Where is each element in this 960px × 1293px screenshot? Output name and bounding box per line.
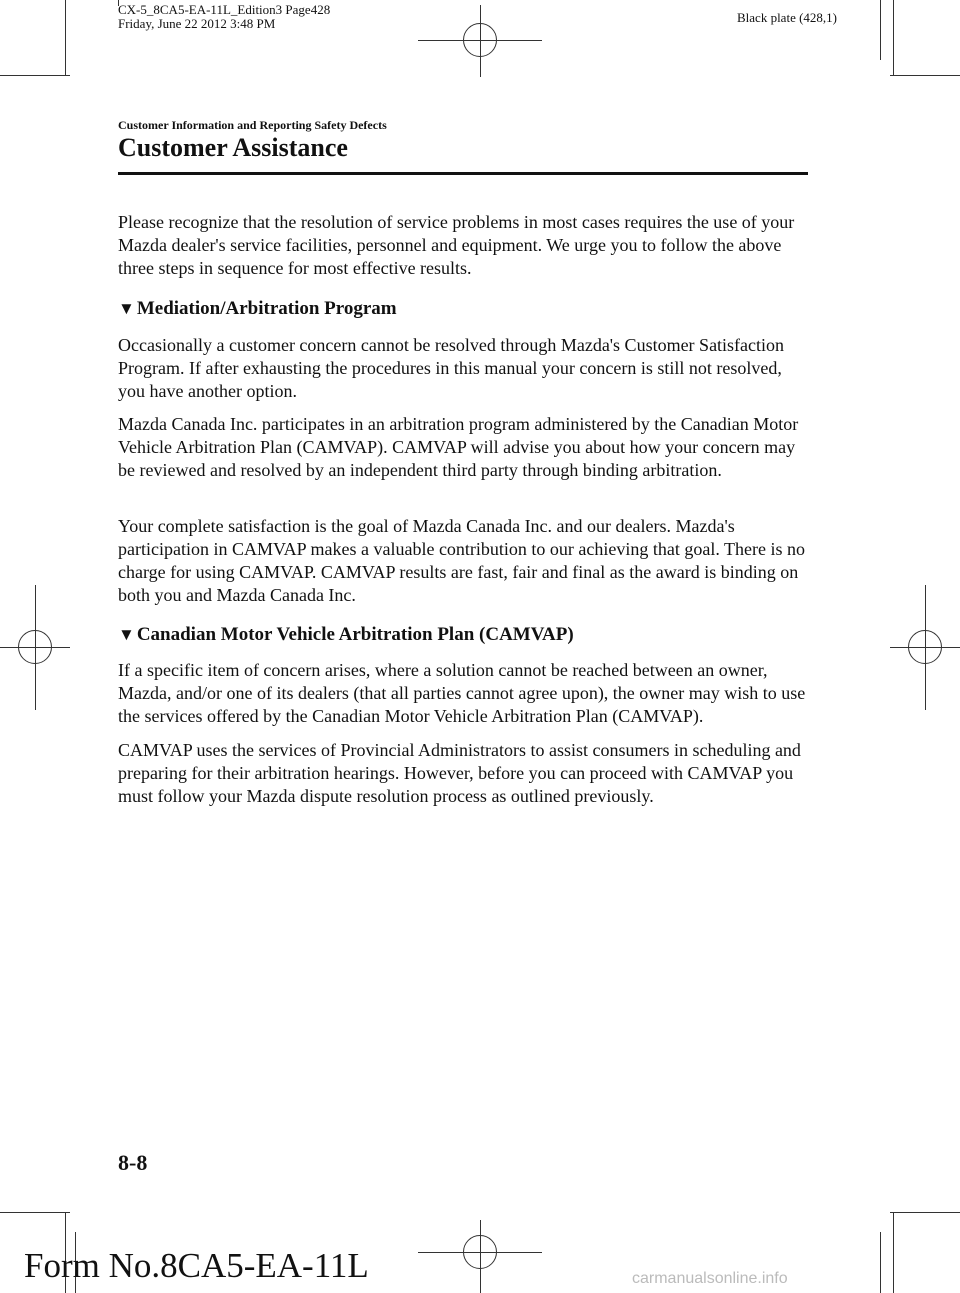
intro-paragraph: Please recognize that the resolution of service problems in most cases requires the use of your Mazda dealer's service facilities, personnel and equipment. We urge you to follow the above three steps in sequence for most effective results. [118, 212, 795, 278]
paragraph: CAMVAP uses the services of Provincial Administrators to assist consumers in scheduling and preparing for their arbitration hearings. However, before you can proceed with CAMVAP you must follow your Mazda dispute resolution process as outlined previously. [118, 740, 801, 806]
title-rule [118, 172, 808, 175]
plate-date: Friday, June 22 2012 3:48 PM [118, 16, 276, 31]
plate-meta [118, 3, 330, 31]
section-heading-text: Mediation/Arbitration Program [136, 298, 397, 319]
triangle-bullet-icon: ▼ [118, 299, 135, 318]
plate-ref: Black plate (428,1) [737, 10, 837, 25]
watermark: carmanualsonline.info [632, 1270, 788, 1287]
section-heading [118, 623, 574, 647]
plate-file: CX-5_8CA5-EA-11L_Edition3 Page428 [118, 2, 331, 17]
page-title: Customer Assistance [118, 133, 348, 162]
chapter-title: Customer Information and Reporting Safety Defects [118, 118, 387, 132]
triangle-bullet-icon: ▼ [118, 625, 135, 644]
form-number: Form No.8CA5-EA-11L [24, 1246, 369, 1285]
page-number: 8-8 [118, 1150, 148, 1175]
section-heading [118, 297, 397, 321]
paragraph: Occasionally a customer concern cannot be resolved through Mazda's Customer Satisfaction Program. If after exhausting the procedures in this manual your concern is still not resolved, you have another option. [118, 335, 785, 401]
paragraph: If a specific item of concern arises, where a solution cannot be reached between an owner, Mazda, and/or one of its dealers (that all parties cannot agree upon), the owner may wish to use the services offered by the Canadian Motor Vehicle Arbitration Plan (CAMVAP). [118, 660, 806, 726]
section-heading-text: Canadian Motor Vehicle Arbitration Plan (CAMVAP) [136, 624, 574, 645]
paragraph: Mazda Canada Inc. participates in an arbitration program administered by the Canadian Motor Vehicle Arbitration Plan (CAMVAP). CAMVAP will advise you about how your concern may be reviewed and resolved by an independent third party through binding arbitration. [118, 414, 799, 480]
paragraph: Your complete satisfaction is the goal of Mazda Canada Inc. and our dealers. Mazda's participation in CAMVAP makes a valuable contribution to our achieving that goal. There is no charge for using CAMVAP. CAMVAP results are fast, fair and final as the award is binding on both you and Mazda Canada Inc. [118, 516, 806, 605]
